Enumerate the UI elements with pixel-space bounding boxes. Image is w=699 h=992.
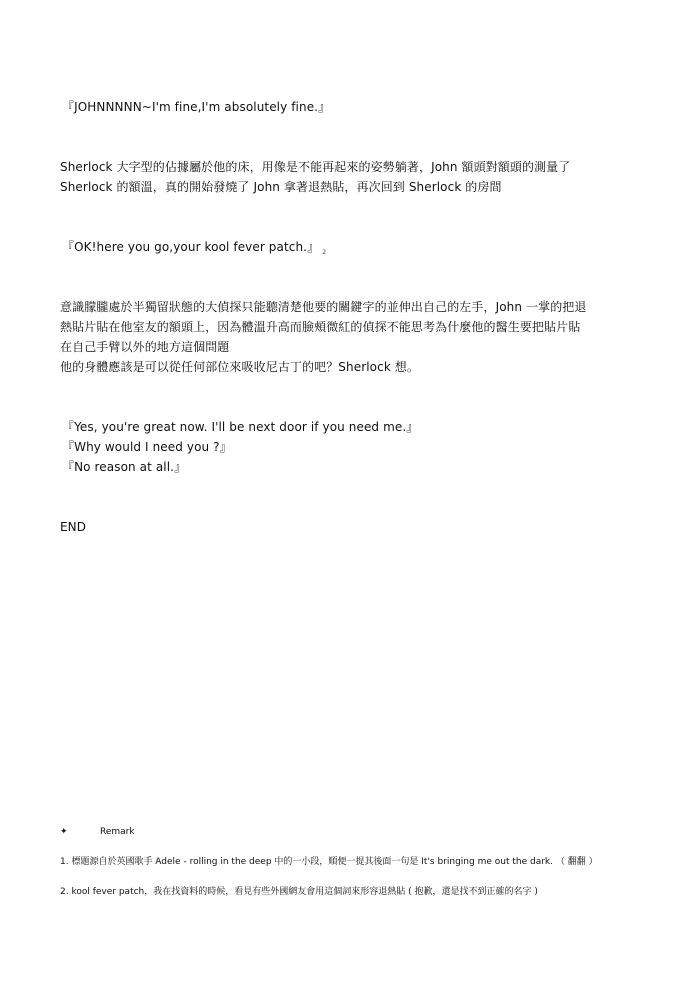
quote-fever-patch-text: 『OK!here you go,your kool fever patch.』	[62, 240, 320, 254]
dialog-line-2: 『Why would I need you ?』	[62, 440, 232, 454]
footnote-ref-2: 2	[322, 249, 327, 257]
dialog-line-3: 『No reason at all.』	[62, 460, 187, 474]
paragraph-1-line-1: Sherlock 大字型的佔據屬於他的床，用像是不能再起來的姿勢躺著，John 額頭對額頭的測量了	[60, 160, 571, 174]
end-marker: END	[60, 520, 87, 534]
paragraph-2-line-4: 他的身體應該是可以從任何部位來吸收尼古丁的吧？Sherlock 想。	[60, 360, 419, 374]
remark-title: Remark	[100, 827, 135, 837]
paragraph-1-line-2: Sherlock 的額溫，真的開始發燒了 John 拿著退熱貼，再次回到 Sherlock 的房間	[60, 180, 502, 194]
remark-bullet-icon: ✦	[60, 827, 68, 837]
paragraph-2-line-2: 熱貼片貼在他室友的額頭上，因為體溫升高而臉頰微紅的偵探不能思考為什麼他的醫生要把貼片貼	[60, 320, 581, 334]
quote-opening: 『JOHNNNNN~I'm fine,I'm absolutely fine.』	[62, 100, 331, 114]
quote-fever-patch	[62, 237, 659, 263]
paragraph-2-line-3: 在自己手臂以外的地方這個問題	[60, 340, 230, 354]
remark-heading	[60, 824, 135, 840]
dialog-line-1: 『Yes, you're great now. I'll be next door if you need me.』	[62, 420, 419, 434]
paragraph-2-line-1: 意識朦朧處於半獨留狀態的大偵探只能聽清楚他要的關鍵字的並伸出自己的左手，John 一掌的把退	[60, 300, 587, 314]
footnote-1: 1. 標題源自於英國歌手 Adele - rolling in the deep 中的一小段，順便一提其後面一句是 It's bringing me out the dark. （ 翻翻 ）	[60, 857, 598, 867]
footnote-2: 2. kool fever patch，我在找資料的時候，看見有些外國網友會用這個詞來形容退熱貼 ( 抱歉，還是找不到正確的名字 )	[60, 887, 538, 897]
